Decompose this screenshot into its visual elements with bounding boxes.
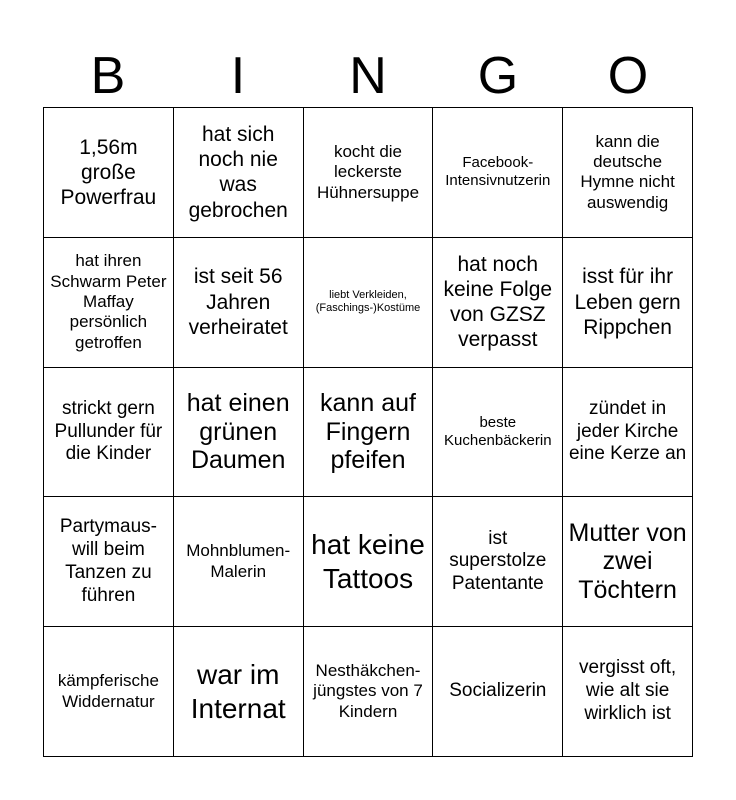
bingo-cell[interactable] <box>44 238 174 368</box>
bingo-cell[interactable] <box>433 497 563 627</box>
cell-text: vergisst oft, wie alt sie wirklich ist <box>579 657 677 724</box>
cell-text: strickt gern Pullunder für die Kinder <box>54 397 163 465</box>
cell-text: kämpferische Widdernatur <box>57 671 159 711</box>
header-letter-b: B <box>90 47 126 105</box>
header-letter-n: N <box>349 47 387 105</box>
bingo-cell[interactable] <box>563 497 693 627</box>
bingo-cell[interactable] <box>563 368 693 498</box>
cell-text: hat noch keine Folge von GZSZ verpasst <box>443 252 553 352</box>
cell-text: Partymaus- will beim Tanzen zu führen <box>59 516 157 606</box>
bingo-cell[interactable] <box>433 368 563 498</box>
cell-text: Nesthäkchen- jüngstes von 7 Kindern <box>313 661 423 721</box>
bingo-grid <box>43 107 693 757</box>
cell-text: Mutter von zwei Töchtern <box>568 518 687 605</box>
cell-text: isst für ihr Leben gern Rippchen <box>574 265 681 339</box>
bingo-cell[interactable] <box>563 627 693 757</box>
cell-text: hat sich noch nie was gebrochen <box>188 123 288 222</box>
bingo-cell[interactable] <box>174 627 304 757</box>
bingo-cell[interactable] <box>304 368 434 498</box>
bingo-cell[interactable] <box>44 368 174 498</box>
header-letter-o: O <box>607 47 649 105</box>
cell-text: liebt Verkleiden, (Faschings-)Kostüme <box>315 289 421 315</box>
cell-text: hat keine Tattoos <box>311 529 425 594</box>
cell-text: Socializerin <box>449 680 547 702</box>
bingo-cell[interactable] <box>174 368 304 498</box>
bingo-cell[interactable] <box>433 108 563 238</box>
cell-text: 1,56m große Powerfrau <box>60 135 157 209</box>
cell-text: ist seit 56 Jahren verheiratet <box>188 265 288 339</box>
cell-text: Mohnblumen-Malerin <box>186 541 291 581</box>
bingo-cell[interactable] <box>174 238 304 368</box>
bingo-header <box>43 44 693 108</box>
cell-text: kann die deutsche Hymne nicht auswendig <box>580 131 675 212</box>
bingo-cell[interactable] <box>174 497 304 627</box>
bingo-cell[interactable] <box>563 238 693 368</box>
header-letter-i: I <box>230 47 246 105</box>
cell-text: war im Internat <box>190 659 286 724</box>
bingo-cell[interactable] <box>174 108 304 238</box>
cell-text: ist superstolze Patentante <box>449 527 547 595</box>
bingo-cell[interactable] <box>304 238 434 368</box>
cell-text: hat ihren Schwarm Peter Maffay persönlich getroffen <box>50 251 167 352</box>
bingo-cell[interactable] <box>44 497 174 627</box>
bingo-cell[interactable] <box>44 627 174 757</box>
bingo-cell[interactable] <box>563 108 693 238</box>
cell-text: hat einen grünen Daumen <box>186 388 290 475</box>
bingo-cell[interactable] <box>304 497 434 627</box>
bingo-cell[interactable] <box>433 238 563 368</box>
bingo-cell[interactable] <box>304 108 434 238</box>
cell-text: kocht die leckerste Hühnersuppe <box>316 141 420 202</box>
bingo-cell[interactable] <box>304 627 434 757</box>
bingo-cell[interactable] <box>433 627 563 757</box>
cell-text: kann auf Fingern pfeifen <box>320 388 416 475</box>
cell-text: beste Kuchenbäckerin <box>444 413 552 449</box>
header-letter-g: G <box>477 47 519 105</box>
bingo-cell[interactable] <box>44 108 174 238</box>
cell-text: Facebook-Intensivnutzerin <box>445 154 551 190</box>
cell-text: zündet in jeder Kirche eine Kerze an <box>568 397 687 465</box>
